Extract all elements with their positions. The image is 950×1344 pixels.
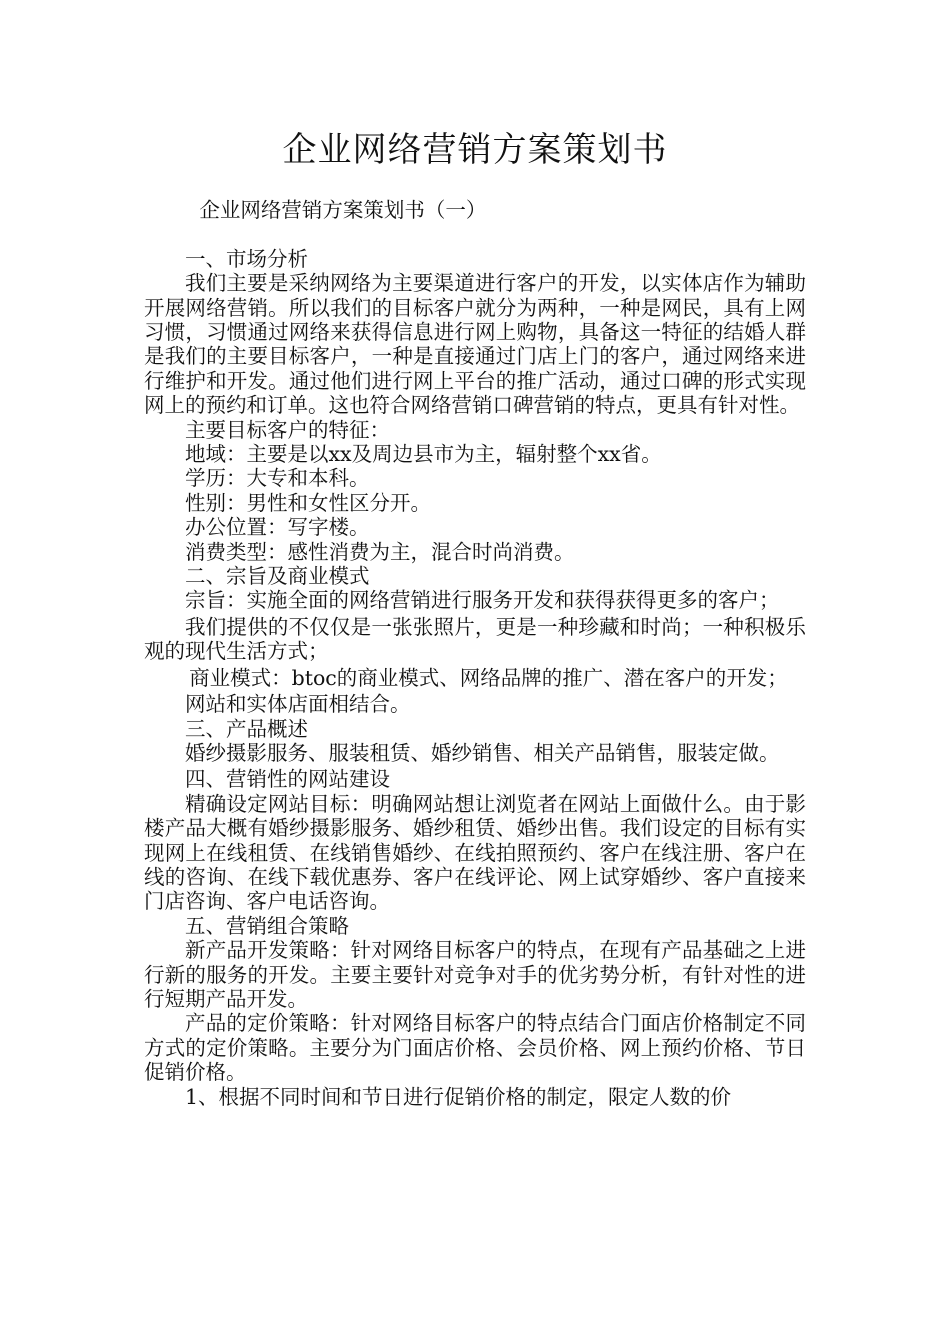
paragraph-new-product: 新产品开发策略：针对网络目标客户的特点，在现有产品基础之上进行新的服务的开发。主要主要针对竞争对手的优劣势分析，有针对性的进行短期产品开发。 bbox=[144, 938, 806, 1011]
section-heading-website: 四、营销性的网站建设 bbox=[185, 767, 390, 792]
section-heading-product: 三、产品概述 bbox=[185, 716, 308, 741]
paragraph-gender: 性别：男性和女性区分开。 bbox=[185, 490, 431, 515]
paragraph-offer: 我们提供的不仅仅是一张张照片，更是一种珍藏和时尚；一种积极乐观的现代生活方式； bbox=[144, 614, 806, 664]
paragraph-mission: 宗旨：实施全面的网络营销进行服务开发和获得获得更多的客户； bbox=[185, 588, 780, 613]
section-heading-marketing-mix: 五、营销组合策略 bbox=[185, 913, 349, 938]
paragraph-office: 办公位置：写字楼。 bbox=[185, 515, 370, 540]
document-subtitle: 企业网络营销方案策划书（一） bbox=[199, 198, 487, 222]
document-title: 企业网络营销方案策划书 bbox=[282, 130, 668, 170]
paragraph-online-offline: 网站和实体店面相结合。 bbox=[185, 692, 411, 717]
paragraph-target-features: 主要目标客户的特征： bbox=[185, 417, 390, 442]
document-body bbox=[144, 198, 806, 1109]
section-heading-mission: 二、宗旨及商业模式 bbox=[185, 564, 370, 589]
paragraph-education: 学历：大专和本科。 bbox=[185, 466, 370, 491]
paragraph-pricing: 产品的定价策略：针对网络目标客户的特点结合门面店价格制定不同方式的定价策略。主要分为门面店价格、会员价格、网上预约价格、节日促销价格。 bbox=[144, 1011, 806, 1085]
paragraph-website-goals: 精确设定网站目标：明确网站想让浏览者在网站上面做什么。由于影楼产品大概有婚纱摄影服务、婚纱租赁、婚纱出售。我们设定的目标有实现网上在线租赁、在线销售婚纱、在线拍照预约、客户在线注册、客户在线的咨询、在线下载优惠券、客户在线评论、网上试穿婚纱、客户直接来门店咨询、客户电话咨询。 bbox=[144, 791, 806, 914]
paragraph-region: 地域：主要是以xx及周边县市为主，辐射整个xx省。 bbox=[185, 442, 662, 467]
paragraph-business-model: 商业模式：btoc的商业模式、网络品牌的推广、潜在客户的开发； bbox=[189, 665, 788, 690]
paragraph-promotion-pricing: 1、根据不同时间和节日进行促销价格的制定，限定人数的价 bbox=[185, 1084, 732, 1109]
paragraph-consumption: 消费类型：感性消费为主，混合时尚消费。 bbox=[185, 539, 575, 564]
paragraph-product: 婚纱摄影服务、服装租赁、婚纱销售、相关产品销售，服装定做。 bbox=[185, 740, 780, 765]
paragraph-market-analysis: 我们主要是采纳网络为主要渠道进行客户的开发，以实体店作为辅助开展网络营销。所以我们的目标客户就分为两种，一种是网民，具有上网习惯，习惯通过网络来获得信息进行网上购物，具备这一特征的结婚人群是我们的主要目标客户，一种是直接通过门店上门的客户，通过网络来进行维护和开发。通过他们进行网上平台的推广活动，通过口碑的形式实现网上的预约和订单。这也符合网络营销口碑营销的特点，更具有针对性。 bbox=[144, 271, 806, 418]
section-heading-market-analysis: 一、市场分析 bbox=[185, 246, 308, 271]
